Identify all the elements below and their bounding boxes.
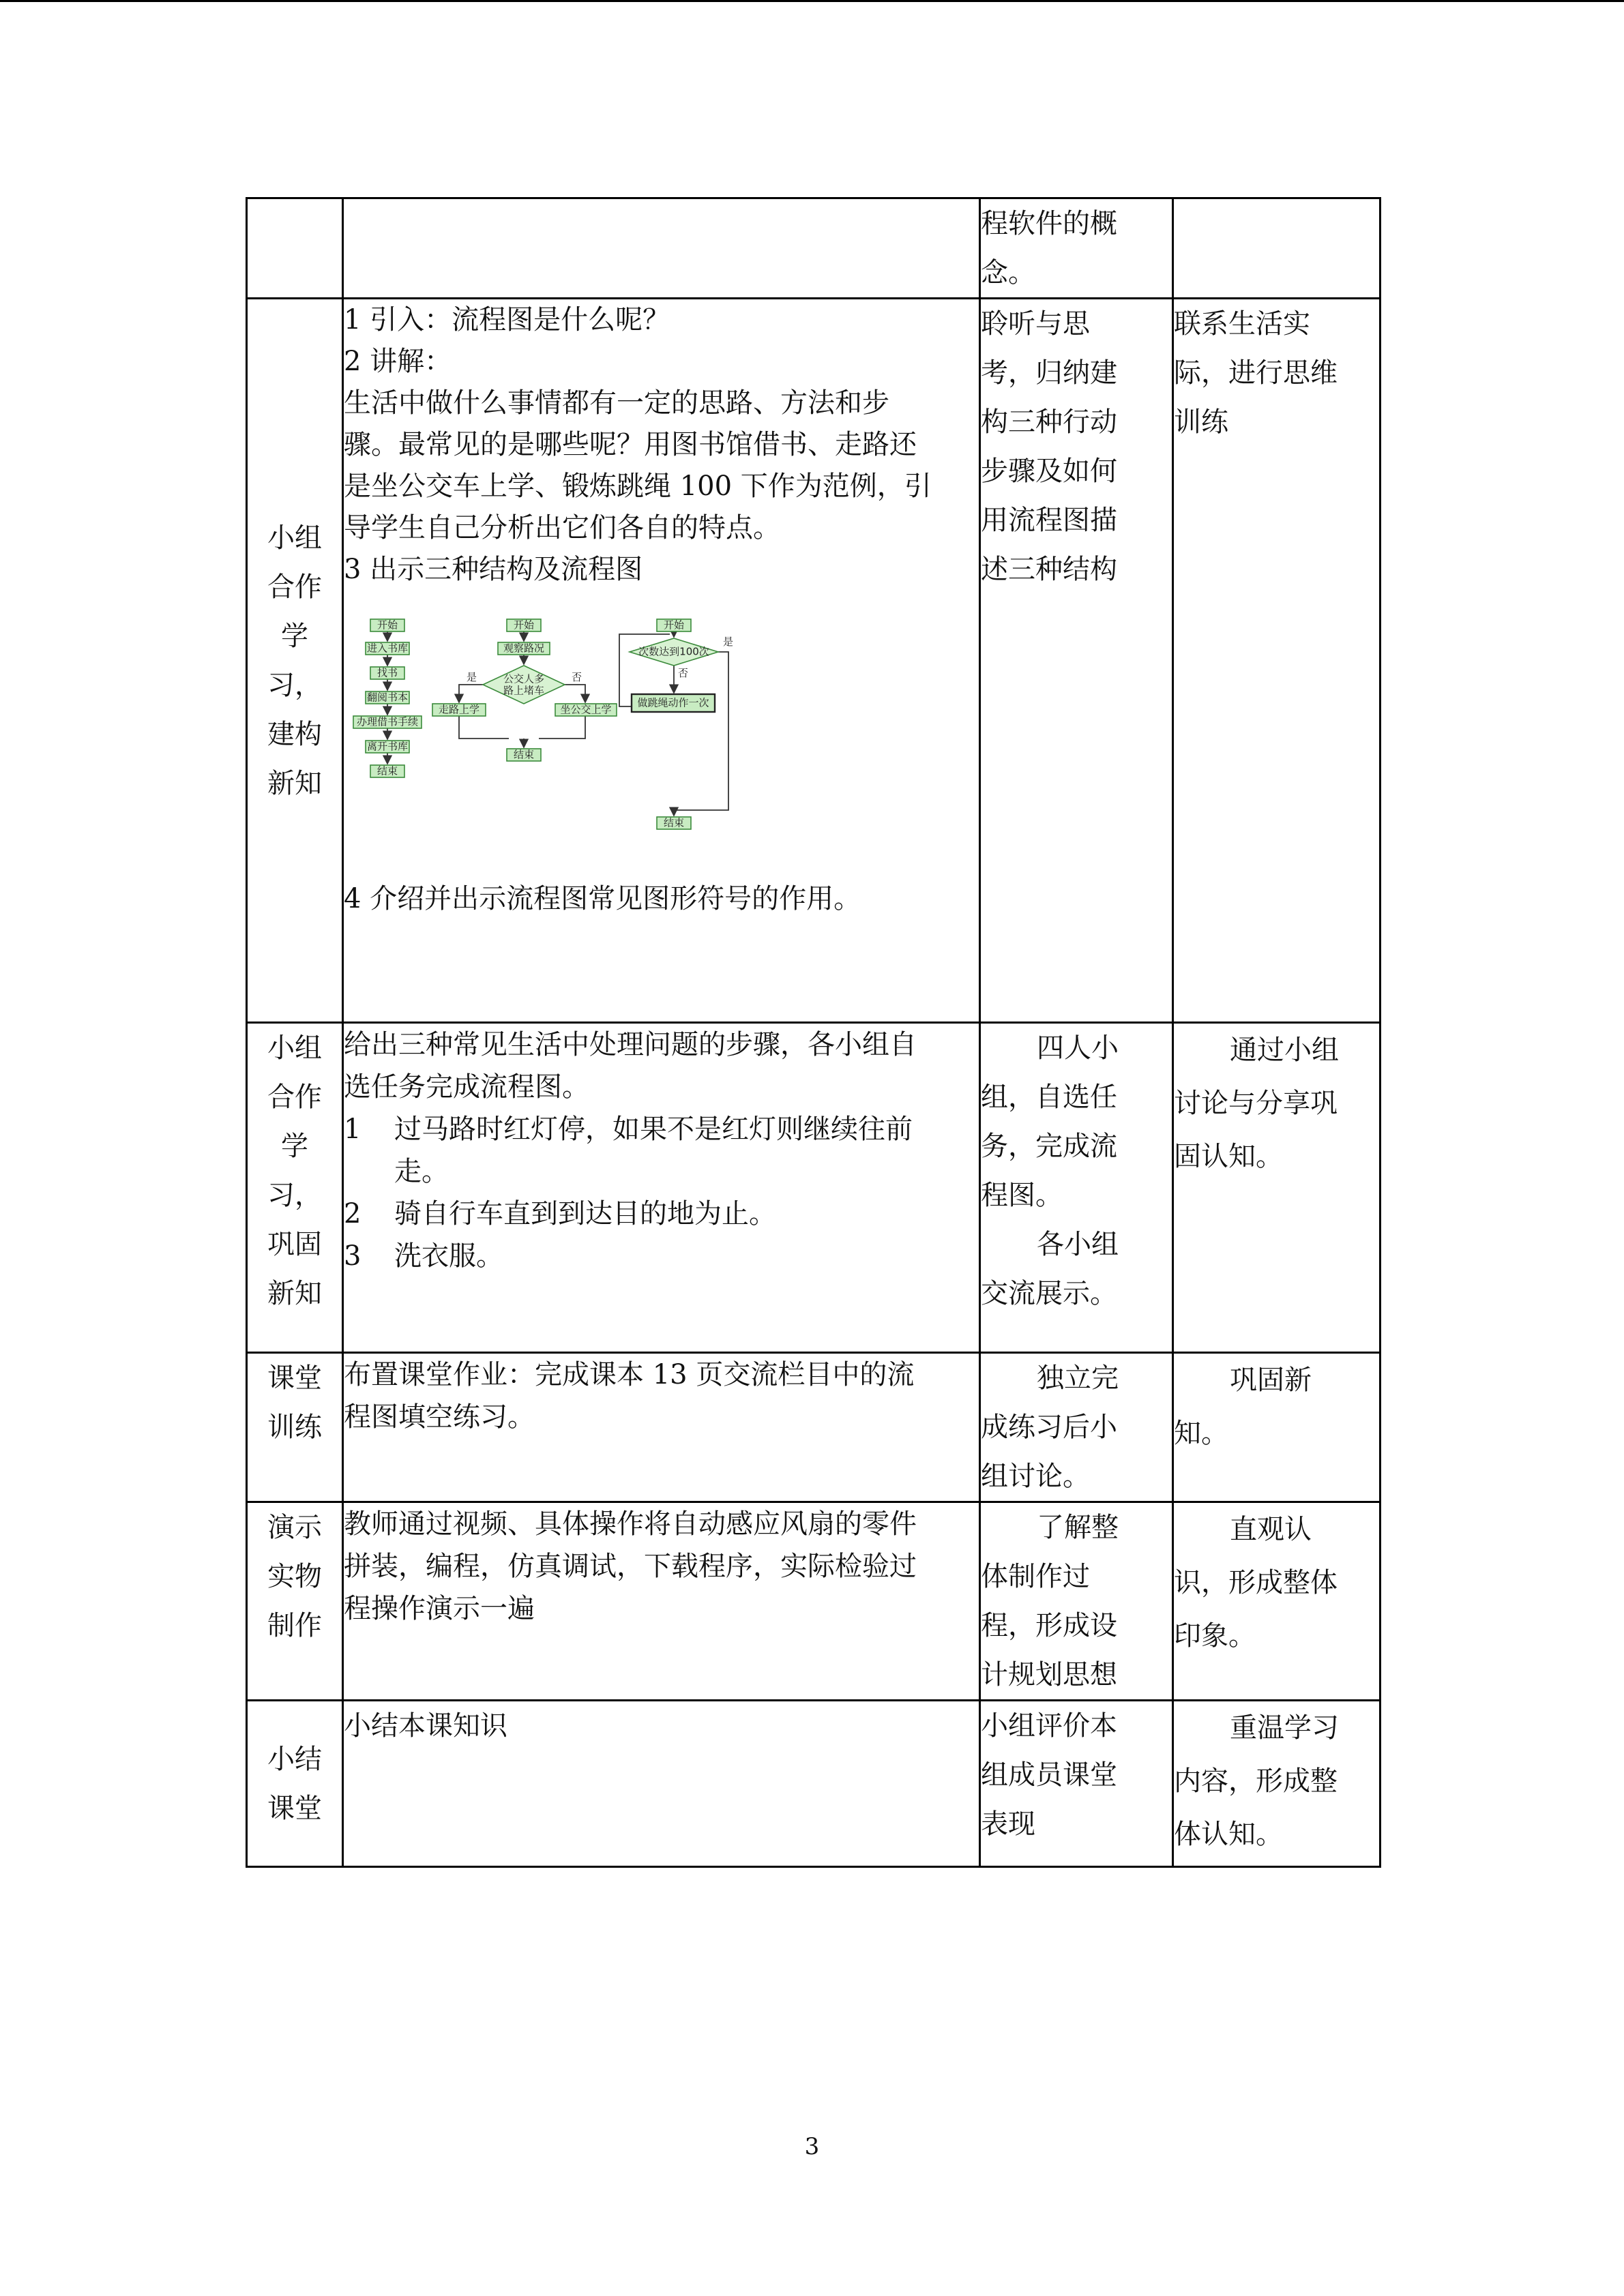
text-line: 念。 (981, 257, 1035, 288)
text-line: 程软件的概 (981, 208, 1117, 239)
text-line: 4 介绍并出示流程图常见图形符号的作用。 (344, 883, 861, 914)
text-line: 务，完成流 (981, 1131, 1117, 1162)
text-line: 通过小组 (1230, 1034, 1339, 1066)
design-intent-cell (1173, 1701, 1381, 1867)
text-line: 交流展示。 (981, 1278, 1117, 1309)
text-line: 训练 (1174, 406, 1228, 438)
text-line: 计规划思想 (981, 1659, 1117, 1690)
content-cell (343, 299, 980, 1023)
design-intent-cell (1173, 1353, 1381, 1502)
text-line: 拼装，编程，仿真调试，下载程序，实际检验过 (344, 1551, 917, 1582)
text-line: 构三种行动 (981, 406, 1117, 438)
flow-label: 观察路况 (503, 642, 545, 655)
text-line: 知。 (1174, 1418, 1228, 1449)
stage-cell (247, 1023, 343, 1353)
text-line: 导学生自己分析出它们各自的特点。 (344, 512, 780, 543)
page-top-border (0, 0, 1624, 2)
text-line: 体认知。 (1174, 1819, 1283, 1850)
text-line: 2 讲解： (344, 346, 452, 377)
text-line: 走。 (394, 1156, 449, 1187)
page-number: 3 (804, 2133, 820, 2160)
stage-text: 习， (267, 669, 322, 701)
text-line: 用流程图描 (981, 505, 1117, 536)
content-cell (343, 1023, 980, 1353)
text-line: 过马路时红灯停，如果不是红灯则继续往前 (394, 1114, 913, 1145)
stage-text: 学 (281, 1131, 308, 1162)
stage-text: 小组 (267, 1032, 322, 1064)
lesson-plan-table (246, 197, 1381, 1868)
text-line: 巩固新 (1230, 1365, 1312, 1396)
student-activity-cell (980, 1353, 1173, 1502)
table-row (247, 1353, 1381, 1502)
content-cell (343, 198, 980, 299)
text-line: 教师通过视频、具体操作将自动感应风扇的零件 (344, 1508, 917, 1540)
text-line: 小组评价本 (981, 1710, 1117, 1742)
flow-label: 结束 (663, 816, 685, 829)
stage-text: 课堂 (267, 1362, 322, 1394)
text-line: 小结本课知识 (344, 1710, 507, 1742)
content-cell (343, 1353, 980, 1502)
table-row (247, 1701, 1381, 1867)
text-line: 骤。最常见的是哪些呢？用图书馆借书、走路还 (344, 429, 917, 460)
text-line: 识，形成整体 (1174, 1567, 1338, 1598)
text-line: 聆听与思 (981, 308, 1090, 340)
text-line: 是坐公交车上学、锻炼跳绳 100 下作为范例，引 (344, 471, 932, 502)
text-line: 程图。 (981, 1180, 1063, 1211)
flow-branch-label: 否 (678, 667, 689, 679)
flow-label: 走路上学 (438, 703, 480, 716)
stage-text: 习， (267, 1180, 322, 1211)
stage-text: 巩固 (267, 1229, 322, 1260)
stage-cell (247, 1502, 343, 1701)
text-line: 重温学习 (1230, 1712, 1339, 1744)
text-line: 固认知。 (1174, 1141, 1283, 1172)
flow-label: 开始 (377, 618, 398, 631)
text-line: 生活中做什么事情都有一定的思路、方法和步 (344, 387, 889, 419)
text-line: 讨论与分享巩 (1174, 1088, 1338, 1119)
list-number: 2 (344, 1198, 361, 1229)
content-cell (343, 1701, 980, 1867)
list-number: 3 (344, 1240, 361, 1272)
text-line: 成练习后小 (981, 1412, 1117, 1443)
student-activity-cell (980, 1502, 1173, 1701)
text-line: 组讨论。 (981, 1461, 1090, 1492)
flow-label: 进入书库 (366, 642, 409, 655)
text-line: 考，归纳建 (981, 357, 1117, 389)
flow-label: 翻阅书本 (366, 691, 409, 704)
list-item (344, 1193, 979, 1235)
flowchart-figure (346, 606, 783, 878)
text-line: 程，形成设 (981, 1610, 1117, 1641)
flowchart-library (353, 619, 422, 778)
table-row (247, 1502, 1381, 1701)
flow-label: 路上堵车 (503, 684, 545, 697)
text-line: 组成员课堂 (981, 1759, 1117, 1791)
text-line: 骑自行车直到到达目的地为止。 (394, 1198, 776, 1229)
stage-text: 实物 (267, 1561, 322, 1592)
student-activity-cell (980, 198, 1173, 299)
student-activity-cell (980, 1701, 1173, 1867)
flow-branch-label: 是 (723, 636, 734, 648)
stage-cell (247, 1701, 343, 1867)
text-line: 际，进行思维 (1174, 357, 1338, 389)
flow-branch-label: 否 (572, 671, 582, 683)
table-row (247, 299, 1381, 1023)
text-line: 程操作演示一遍 (344, 1593, 535, 1624)
student-activity-cell (980, 299, 1173, 1023)
text-line: 表现 (981, 1808, 1035, 1840)
list-item (344, 1235, 979, 1277)
stage-cell (247, 299, 343, 1023)
student-activity-cell (980, 1023, 1173, 1353)
flow-label: 开始 (663, 618, 685, 631)
stage-text: 演示 (267, 1512, 322, 1543)
stage-text: 合作 (267, 1082, 322, 1113)
text-line: 四人小 (1037, 1032, 1119, 1064)
stage-text: 训练 (267, 1412, 322, 1443)
flowchart-rope (619, 619, 733, 830)
text-line: 印象。 (1174, 1620, 1256, 1652)
stage-text: 学 (281, 620, 308, 652)
list-number: 1 (344, 1114, 361, 1145)
text-line: 独立完 (1037, 1362, 1119, 1394)
text-line: 布置课堂作业：完成课本 13 页交流栏目中的流 (344, 1359, 915, 1390)
design-intent-cell (1173, 198, 1381, 299)
text-line: 述三种结构 (981, 554, 1117, 585)
text-line: 1 引入：流程图是什么呢？ (344, 304, 670, 336)
content-cell (343, 1502, 980, 1701)
stage-cell (247, 1353, 343, 1502)
flowchart-svg (346, 606, 783, 878)
flowchart-commute (432, 619, 617, 762)
text-line: 联系生活实 (1174, 308, 1310, 340)
flow-label: 次数达到100次 (638, 645, 709, 658)
stage-text: 建构 (267, 718, 322, 750)
flow-label: 开始 (513, 618, 535, 631)
text-line: 3 出示三种结构及流程图 (344, 554, 643, 585)
table-row (247, 1023, 1381, 1353)
text-line: 直观认 (1230, 1514, 1312, 1545)
stage-text: 新知 (267, 767, 322, 799)
text-line: 体制作过 (981, 1561, 1090, 1592)
text-line: 选任务完成流程图。 (344, 1071, 589, 1103)
stage-text: 小结 (267, 1743, 322, 1775)
flow-label: 办理借书手续 (356, 715, 419, 728)
text-line: 洗衣服。 (394, 1240, 503, 1272)
text-line: 程图填空练习。 (344, 1401, 535, 1433)
text-line: 内容，形成整 (1174, 1765, 1338, 1797)
text-line: 各小组 (1037, 1229, 1119, 1260)
stage-text: 新知 (267, 1278, 322, 1309)
stage-text: 合作 (267, 571, 322, 603)
stage-text: 课堂 (267, 1792, 322, 1824)
flow-label: 公交人多 (503, 672, 545, 685)
flow-label: 做跳绳动作一次 (637, 696, 709, 709)
design-intent-cell (1173, 1502, 1381, 1701)
flow-branch-label: 是 (467, 671, 477, 683)
stage-cell (247, 198, 343, 299)
design-intent-cell (1173, 299, 1381, 1023)
flow-label: 结束 (377, 764, 398, 777)
stage-text: 制作 (267, 1610, 322, 1641)
flow-label: 坐公交上学 (560, 703, 612, 716)
list-item (344, 1108, 979, 1193)
design-intent-cell (1173, 1023, 1381, 1353)
text-line: 给出三种常见生活中处理问题的步骤，各小组自 (344, 1029, 917, 1060)
text-line: 了解整 (1037, 1512, 1119, 1543)
text-line: 步骤及如何 (981, 456, 1117, 487)
flow-label: 找书 (377, 666, 398, 679)
text-line: 组，自选任 (981, 1082, 1117, 1113)
flow-label: 结束 (513, 748, 535, 761)
stage-text: 小组 (267, 522, 322, 554)
flow-label: 离开书库 (366, 740, 409, 753)
table-row (247, 198, 1381, 299)
